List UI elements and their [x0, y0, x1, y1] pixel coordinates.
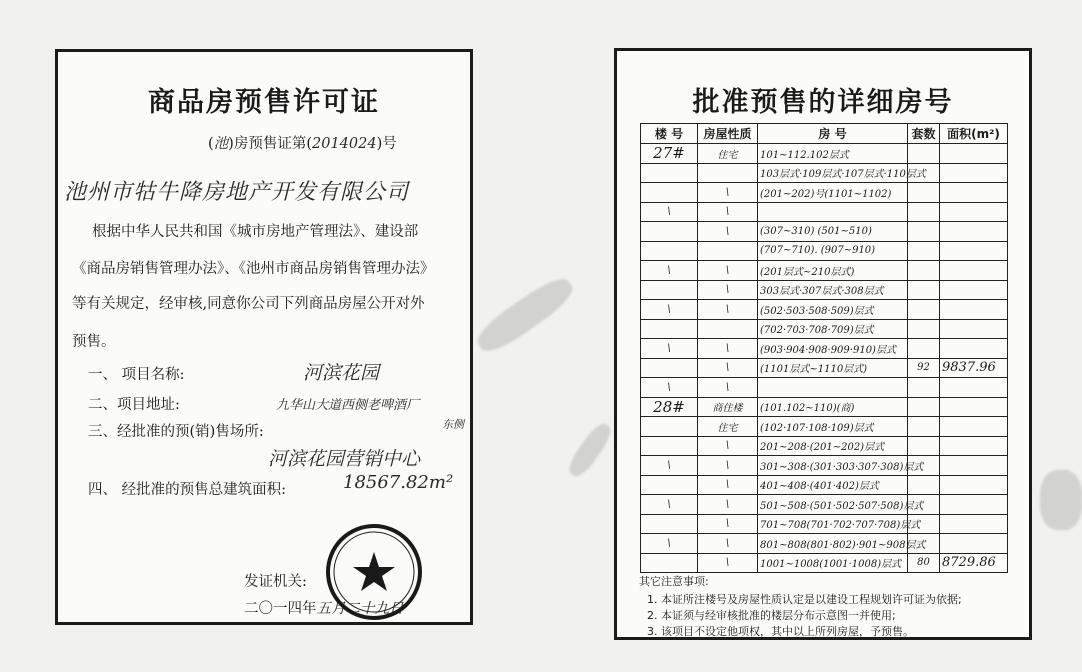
issuer-label: 发证机关:	[244, 574, 307, 590]
cell-building	[641, 183, 698, 203]
cell-building	[641, 163, 698, 183]
table-row	[641, 261, 1008, 281]
total-area-value: 18567.82m²	[343, 472, 454, 493]
cell-type: 商住楼	[698, 397, 758, 417]
cell-count	[908, 261, 940, 281]
total-area-label: 四、 经批准的预售总建筑面积:	[88, 482, 286, 498]
cell-area	[940, 436, 1008, 456]
cell-area	[940, 495, 1008, 515]
cell-building	[641, 417, 698, 437]
table-row	[641, 397, 1008, 417]
company-name: 池州市牯牛降房地产开发有限公司	[64, 180, 410, 205]
presale-room-detail	[614, 48, 1032, 640]
cell-area	[940, 514, 1008, 534]
cell-type: \	[698, 222, 758, 242]
cell-type: \	[698, 339, 758, 359]
cell-building	[641, 358, 698, 378]
cell-rooms: (102·107·108·109)层式	[758, 417, 908, 437]
sales-venue-value: 河滨花园营销中心	[268, 448, 421, 470]
table-header-row	[641, 124, 1008, 144]
col-area: 面积(m²)	[940, 124, 1008, 144]
cell-type: \	[698, 358, 758, 378]
cell-type: \	[698, 378, 758, 398]
cell-building	[641, 222, 698, 242]
scan-smudge	[565, 420, 616, 481]
cell-count	[908, 378, 940, 398]
col-rooms: 房 号	[758, 124, 908, 144]
cell-building	[641, 514, 698, 534]
table-row	[641, 378, 1008, 398]
note-line: 3. 该项目不设定他项权，其中以上所列房屋，予预售。	[647, 625, 914, 638]
cell-rooms: (903·904·908·909·910)层式	[758, 339, 908, 359]
table-row	[641, 339, 1008, 359]
cell-area	[940, 378, 1008, 398]
cell-building: 28#	[641, 397, 698, 417]
cell-rooms: (1101层式~1110层式)	[758, 358, 908, 378]
cell-area	[940, 222, 1008, 242]
cell-building: \	[641, 261, 698, 281]
table-row	[641, 553, 1008, 573]
table-row	[641, 514, 1008, 534]
table-row	[641, 417, 1008, 437]
cell-rooms: 701~708(701·702·707·708)层式	[758, 514, 908, 534]
cell-count: 80	[908, 553, 940, 573]
cell-rooms: (707~710). (907~910)	[758, 241, 908, 261]
project-address-value: 九华山大道西侧老啤酒厂	[276, 398, 420, 413]
cell-rooms: 103层式·109层式·107层式·110层式	[758, 163, 908, 183]
table-row	[641, 183, 1008, 203]
table-row	[641, 241, 1008, 261]
cell-count	[908, 397, 940, 417]
cell-type: \	[698, 436, 758, 456]
table-row	[641, 436, 1008, 456]
note-line: 2. 本证须与经审核批准的楼层分布示意图一并使用;	[647, 609, 896, 622]
cell-area	[940, 144, 1008, 164]
table-row	[641, 202, 1008, 222]
cell-rooms: 303层式·307层式·308层式	[758, 280, 908, 300]
cell-type: 住宅	[698, 144, 758, 164]
cell-area	[940, 456, 1008, 476]
cell-count	[908, 475, 940, 495]
cell-type: \	[698, 280, 758, 300]
table-row	[641, 475, 1008, 495]
cell-area: 9837.96	[940, 358, 1008, 378]
table-row	[641, 222, 1008, 242]
cell-count	[908, 241, 940, 261]
project-name-value: 河滨花园	[303, 362, 380, 384]
permit-body-line: 根据中华人民共和国《城市房地产管理法》、建设部	[92, 224, 419, 240]
detail-title: 批准预售的详细房号	[692, 87, 954, 118]
cell-area: 8729.86	[940, 553, 1008, 573]
cell-count	[908, 417, 940, 437]
cell-building: \	[641, 202, 698, 222]
cell-rooms: (502·503·508·509)层式	[758, 300, 908, 320]
cell-area	[940, 319, 1008, 339]
sales-venue-label: 三、经批准的预(销)售场所:	[88, 424, 264, 440]
cell-building	[641, 241, 698, 261]
cell-type: \	[698, 534, 758, 554]
cell-building: \	[641, 339, 698, 359]
cell-building	[641, 475, 698, 495]
cell-area	[940, 183, 1008, 203]
cell-rooms	[758, 202, 908, 222]
cell-type: \	[698, 202, 758, 222]
cell-count	[908, 436, 940, 456]
cell-area	[940, 202, 1008, 222]
table-row	[641, 456, 1008, 476]
cell-building	[641, 436, 698, 456]
table-row	[641, 534, 1008, 554]
cell-rooms: (201~202)号(1101~1102)	[758, 183, 908, 203]
permit-title: 商品房预售许可证	[148, 87, 380, 118]
cell-rooms: 101~112.102层式	[758, 144, 908, 164]
cell-rooms: (201层式~210层式)	[758, 261, 908, 281]
permit-body-line: 《商品房销售管理办法》、《池州市商品房销售管理办法》	[72, 261, 435, 277]
issue-date: 二〇一四年五月二十九日	[244, 601, 404, 617]
cell-count	[908, 222, 940, 242]
cell-building	[641, 553, 698, 573]
cell-type	[698, 241, 758, 261]
col-count: 套数	[908, 124, 940, 144]
cell-area	[940, 300, 1008, 320]
cell-area	[940, 397, 1008, 417]
seal-star-icon	[353, 552, 395, 591]
notes-title: 其它注意事项:	[639, 575, 709, 588]
cell-area	[940, 417, 1008, 437]
cell-count	[908, 183, 940, 203]
table-row	[641, 495, 1008, 515]
cell-rooms: 1001~1008(1001·1008)层式	[758, 553, 908, 573]
cell-area	[940, 241, 1008, 261]
cell-type	[698, 163, 758, 183]
note-line: 1. 本证所注楼号及房屋性质认定是以建设工程规划许可证为依据;	[647, 593, 962, 606]
cell-count: 92	[908, 358, 940, 378]
cell-building: \	[641, 378, 698, 398]
col-building: 楼 号	[641, 124, 698, 144]
cell-rooms: (702·703·708·709)层式	[758, 319, 908, 339]
presale-permit	[55, 49, 473, 625]
project-address-label: 二、项目地址:	[88, 397, 180, 413]
official-seal	[324, 522, 424, 622]
cell-count	[908, 339, 940, 359]
col-type: 房屋性质	[698, 124, 758, 144]
cell-rooms: 201~208·(201~202)层式	[758, 436, 908, 456]
scan-smudge	[471, 271, 578, 359]
cell-type: \	[698, 495, 758, 515]
table-row	[641, 144, 1008, 164]
cell-building: \	[641, 534, 698, 554]
cell-type: \	[698, 553, 758, 573]
cell-area	[940, 339, 1008, 359]
table-row	[641, 300, 1008, 320]
room-table	[640, 123, 1008, 573]
cell-building: \	[641, 495, 698, 515]
table-row	[641, 319, 1008, 339]
cell-building	[641, 280, 698, 300]
cell-rooms: 301~308·(301·303·307·308)层式	[758, 456, 908, 476]
table-row	[641, 280, 1008, 300]
cell-area	[940, 261, 1008, 281]
cell-area	[940, 163, 1008, 183]
cell-area	[940, 534, 1008, 554]
cell-type: \	[698, 456, 758, 476]
cell-building: \	[641, 456, 698, 476]
cell-rooms: 501~508·(501·502·507·508)层式	[758, 495, 908, 515]
cell-area	[940, 280, 1008, 300]
project-address-value-line2: 东侧	[442, 418, 464, 431]
cell-type: \	[698, 183, 758, 203]
certificate-number: (池)房预售证第(2014024)号	[208, 136, 397, 152]
cell-count	[908, 319, 940, 339]
cell-type: \	[698, 514, 758, 534]
cell-building	[641, 319, 698, 339]
table-row	[641, 163, 1008, 183]
cell-type: \	[698, 475, 758, 495]
cell-building: \	[641, 300, 698, 320]
cell-type: \	[698, 261, 758, 281]
cell-type	[698, 319, 758, 339]
cell-type: 住宅	[698, 417, 758, 437]
cell-rooms: 801~808(801·802)·901~908层式	[758, 534, 908, 554]
permit-body-line: 等有关规定，经审核,同意你公司下列商品房屋公开对外	[72, 296, 425, 312]
cell-rooms	[758, 378, 908, 398]
cell-rooms: 401~408·(401·402)层式	[758, 475, 908, 495]
scan-smudge	[1040, 470, 1082, 530]
cell-count	[908, 202, 940, 222]
table-row	[641, 358, 1008, 378]
cell-rooms: (101.102~110)(商)	[758, 397, 908, 417]
cell-count	[908, 280, 940, 300]
permit-body-line: 预售。	[72, 334, 116, 350]
cell-area	[940, 475, 1008, 495]
cell-rooms: (307~310) (501~510)	[758, 222, 908, 242]
cell-count	[908, 144, 940, 164]
project-name-label: 一、 项目名称:	[88, 367, 185, 383]
cell-count	[908, 300, 940, 320]
cell-type: \	[698, 300, 758, 320]
cell-building: 27#	[641, 144, 698, 164]
